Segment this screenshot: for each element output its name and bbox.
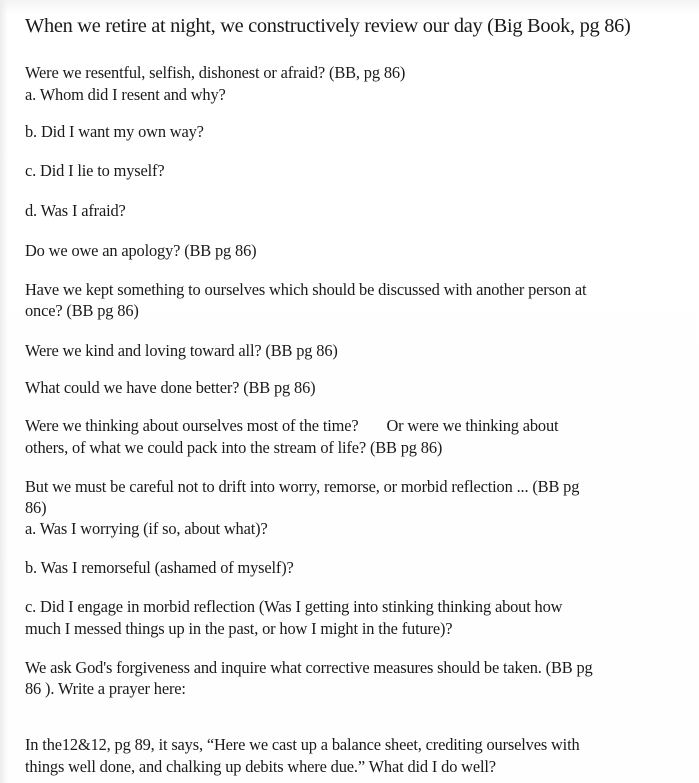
question-kind: Were we kind and loving toward all? (BB pg 86): [25, 341, 338, 360]
question-thinking-line2: others, of what we could pack into the stream of life? (BB pg 86): [25, 438, 443, 457]
sub-question-remorseful: b. Was I remorseful (ashamed of myself)?: [25, 558, 294, 577]
question-careful-line1: But we must be careful not to drift into worry, remorse, or morbid reflection ... (BB pg: [25, 477, 580, 496]
question-kept-line1: Have we kept something to ourselves which should be discussed with another person at: [25, 280, 587, 299]
question-thinking-line1: [25, 415, 558, 436]
question-thinking-part2: Or were we thinking about: [386, 416, 559, 435]
sub-question-own-way: b. Did I want my own way?: [25, 122, 204, 141]
sub-question-lie: c. Did I lie to myself?: [25, 161, 165, 180]
sub-question-morbid-line2: much I messed things up in the past, or how I might in the future)?: [25, 619, 453, 638]
question-apology: Do we owe an apology? (BB pg 86): [25, 241, 257, 260]
question-thinking-part1: Were we thinking about ourselves most of the time?: [25, 416, 359, 435]
balance-sheet-line1: In the12&12, pg 89, it says, “Here we cast up a balance sheet, crediting ourselves with: [25, 735, 580, 754]
prayer-prompt-line1: We ask God's forgiveness and inquire what corrective measures should be taken. (BB pg: [25, 658, 593, 677]
prayer-prompt-line2: 86 ). Write a prayer here:: [25, 679, 186, 698]
balance-sheet-line2: things well done, and chalking up debits where due.” What did I do well?: [25, 757, 496, 776]
question-better: What could we have done better? (BB pg 86): [25, 378, 316, 397]
question-kept-line2: once? (BB pg 86): [25, 301, 139, 320]
question-resentful: Were we resentful, selfish, dishonest or afraid? (BB, pg 86): [25, 63, 406, 82]
question-careful-line2: 86): [25, 498, 47, 517]
sub-question-resent: a. Whom did I resent and why?: [25, 85, 226, 104]
sub-question-morbid-line1: c. Did I engage in morbid reflection (Was I getting into stinking thinking about how: [25, 597, 563, 616]
page-title: When we retire at night, we constructively review our day (Big Book, pg 86): [25, 15, 631, 37]
sub-question-worrying: a. Was I worrying (if so, about what)?: [25, 519, 268, 538]
sub-question-afraid: d. Was I afraid?: [25, 201, 126, 220]
